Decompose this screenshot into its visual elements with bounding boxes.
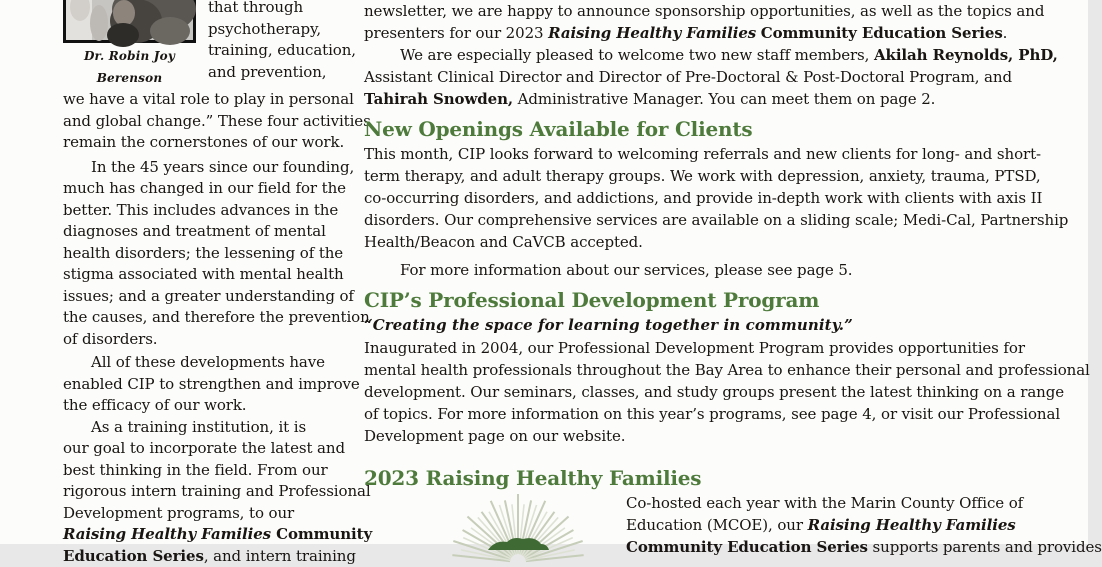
text-line: of disorders. <box>63 329 347 351</box>
text-line: the causes, and therefore the prevention <box>63 307 347 329</box>
text-line: Assistant Clinical Director and Director of Pre-Doctoral & Post-Doctoral Program, and <box>364 66 1040 88</box>
text-line: As a training institution, it is <box>63 417 347 439</box>
text-line: This month, CIP looks forward to welcoming referrals and new clients for long- and short- <box>364 143 1040 165</box>
text-line: In the 45 years since our founding, <box>63 157 347 179</box>
text-line: training, education, <box>208 40 356 62</box>
text-line: issues; and a greater understanding of <box>63 286 347 308</box>
intro-paragraph-rest <box>63 89 347 154</box>
text-line: term therapy, and adult therapy groups. We work with depression, anxiety, trauma, PTSD, <box>364 165 1040 187</box>
developments-paragraph <box>63 352 347 417</box>
text-line: disorders. Our comprehensive services are available on a sliding scale; Medi-Cal, Partnership <box>364 209 1040 231</box>
text-line: better. This includes advances in the <box>63 200 347 222</box>
text-line: We are especially pleased to welcome two new staff members, Akilah Reynolds, PhD, <box>364 44 1040 66</box>
text-line: rigorous intern training and Professional <box>63 481 347 503</box>
text-line: remain the cornerstones of our work. <box>63 132 347 154</box>
text-line: co-occurring disorders, and addictions, and provide in-depth work with clients with axis II <box>364 187 1040 209</box>
text-line: Education (MCOE), our Raising Healthy Families <box>626 514 1102 536</box>
section-heading-new-openings: New Openings Available for Clients <box>364 117 1040 141</box>
more-info-line <box>364 259 1040 281</box>
text-line: All of these developments have <box>63 352 347 374</box>
professional-development-paragraph <box>364 337 1040 447</box>
text-line: that through <box>208 0 356 19</box>
text-line: Health/Beacon and CaVCB accepted. <box>364 231 1040 253</box>
text-line: we have a vital role to play in personal <box>63 89 347 111</box>
photo-block <box>63 0 208 89</box>
intro-wrap-lines <box>208 0 356 89</box>
staff-paragraph <box>364 44 1040 110</box>
professional-development-quote: “Creating the space for learning together in community.” <box>364 314 1040 336</box>
text-line: our goal to incorporate the latest and <box>63 438 347 460</box>
opening-paragraph <box>364 0 1040 44</box>
text-line: the efficacy of our work. <box>63 395 347 417</box>
text-line: health disorders; the lessening of the <box>63 243 347 265</box>
main-column <box>364 0 1040 558</box>
new-openings-paragraph <box>364 143 1040 253</box>
text-line: stigma associated with mental health <box>63 264 347 286</box>
photo-and-wrap-text <box>63 0 347 89</box>
text-line: psychotherapy, <box>208 19 356 41</box>
raising-healthy-families-paragraph <box>626 492 1102 558</box>
text-line: Development programs, to our <box>63 503 347 525</box>
founding-paragraph <box>63 157 347 351</box>
text-line: Co-hosted each year with the Marin County Office of <box>626 492 1102 514</box>
text-line: and prevention, <box>208 62 356 84</box>
text-line: development. Our seminars, classes, and study groups present the latest thinking on a range <box>364 381 1040 403</box>
text-line: Education Series, and intern training <box>63 546 347 567</box>
text-line: Development page on our website. <box>364 425 1040 447</box>
text-line: and global change.” These four activities <box>63 111 347 133</box>
section-heading-professional-development: CIP’s Professional Development Program <box>364 288 1040 312</box>
text-line: Inaugurated in 2004, our Professional Development Program provides opportunities for <box>364 337 1040 359</box>
portrait-photo-icon <box>63 0 196 43</box>
text-line: For more information about our services, please see page 5. <box>364 259 1040 281</box>
photo-caption: Dr. Robin Joy Berenson <box>63 46 196 89</box>
text-line: Community Education Series supports parents and provides <box>626 536 1102 558</box>
text-line: newsletter, we are happy to announce sponsorship opportunities, as well as the topics and <box>364 0 1040 22</box>
text-line: of topics. For more information on this year’s programs, see page 4, or visit our Professional <box>364 403 1040 425</box>
text-line: presenters for our 2023 Raising Healthy Families Community Education Series. <box>364 22 1040 44</box>
text-line: mental health professionals throughout the Bay Area to enhance their personal and professional <box>364 359 1040 381</box>
training-paragraph <box>63 417 347 567</box>
text-line: Raising Healthy Families Community <box>63 524 347 546</box>
text-line: Tahirah Snowden, Administrative Manager. You can meet them on page 2. <box>364 88 1040 110</box>
text-line: much has changed in our field for the <box>63 178 347 200</box>
text-line: best thinking in the field. From our <box>63 460 347 482</box>
text-line: diagnoses and treatment of mental <box>63 221 347 243</box>
sunburst-logo-icon <box>364 492 626 558</box>
text-line: enabled CIP to strengthen and improve <box>63 374 347 396</box>
left-column <box>63 0 347 567</box>
raising-healthy-families-section <box>364 492 1040 558</box>
section-heading-raising-healthy-families: 2023 Raising Healthy Families <box>364 466 1040 490</box>
